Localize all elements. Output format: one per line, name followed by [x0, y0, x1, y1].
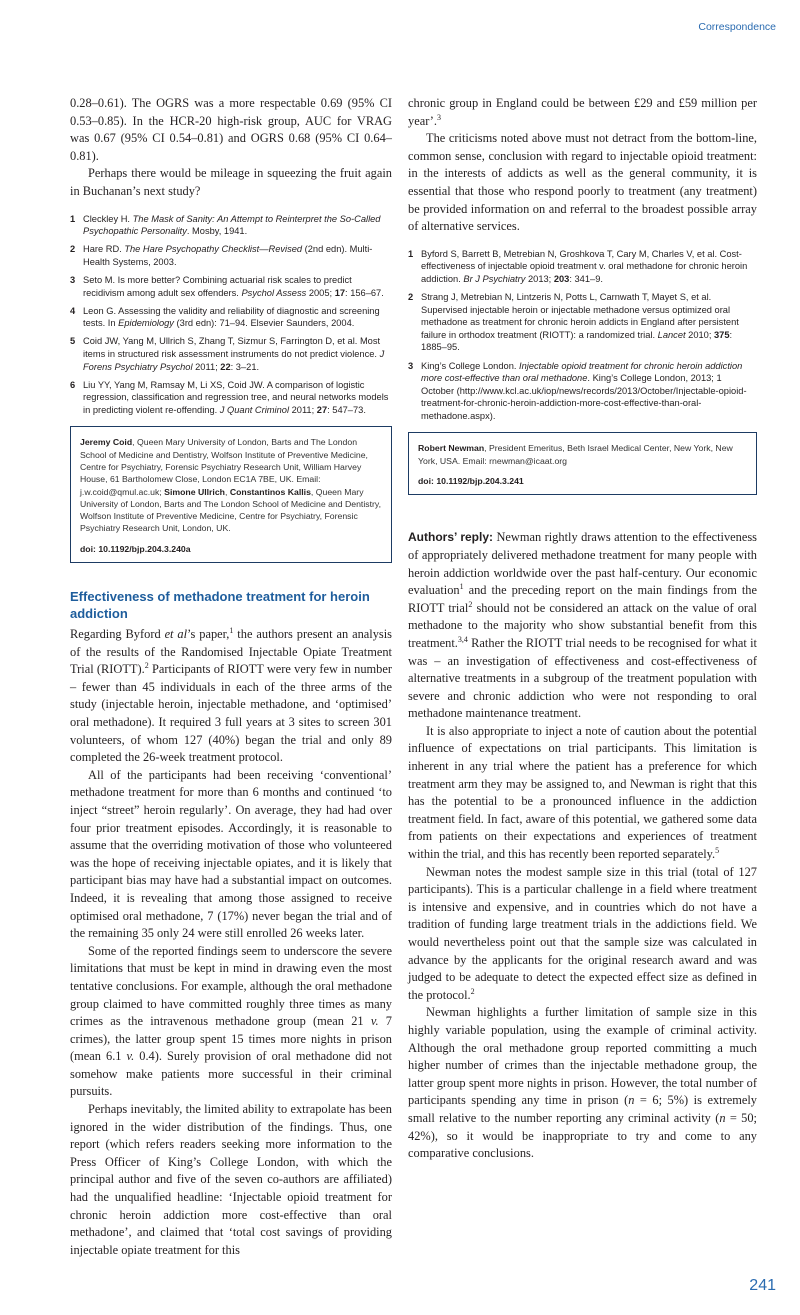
- italic-text: v.: [370, 1014, 379, 1029]
- reference-text: [421, 360, 757, 423]
- page-footer: [0, 1259, 800, 1315]
- text-run: Strang J, Metrebian N, Lintzeris N, Potts L, Carnwath T, Mayet S, et al. Supervised injectable heroin or injectable methadone versus optimized oral methadone as treatment for chronic heroin addicts in England after persistent failure in orthodox treatment (RIOTT): a randomized trial.: [421, 292, 739, 340]
- text-run: Coid JW, Yang M, Ullrich S, Zhang T, Sizmur S, Farrington D, et al. Most items in structured risk assessment instruments do not predict violence.: [83, 336, 381, 359]
- text-run: Hare RD.: [83, 244, 125, 255]
- italic-text: J Forens Psychiatry Psychol: [83, 348, 385, 372]
- text-run: , President Emeritus, Beth Israel Medical Center, New York, New York, USA. Email: rnewman@icaat.org: [418, 443, 733, 466]
- text-run: Rather the RIOTT trial needs to be recognised for what it was – an investigation of effectiveness and cost-effectiveness of alternative treatments in a subgroup of the treatment population with severe and chronic addiction who were not responding to oral methadone maintenance treatment.: [408, 635, 757, 721]
- text-run: 2011;: [192, 361, 221, 372]
- reference-item: [70, 274, 392, 299]
- bold-text: 17: [334, 287, 346, 298]
- text-run: Liu YY, Yang M, Ramsay M, Li XS, Coid JW. A comparison of logistic regression, classification and regression tree, and neural networks models in predicting violent re-offending.: [83, 379, 389, 415]
- italic-text: n: [628, 1093, 635, 1108]
- reference-item: [408, 291, 757, 354]
- reference-number: 1: [408, 248, 414, 259]
- paragraph: [408, 723, 757, 864]
- doi: doi: 10.1192/bjp.204.3.241: [418, 476, 524, 487]
- text-run: Newman notes the modest sample size in this trial (total of 127 participants). This is a particular challenge in a field where treatment is intensive and expensive, and in countries which do not have a tradition of funding large treatment trials in the addictions field. We would nevertheless point out that the sample size was calculated in advance by the applicants for the original research award and was judged to be adequate to detect the expected effect size as defined in the protocol.: [408, 864, 757, 1002]
- paragraph: [70, 165, 392, 200]
- citation-superscript: 3: [437, 112, 442, 122]
- reference-text: [421, 291, 757, 354]
- text-run: . Mosby, 1941.: [186, 226, 248, 237]
- left-top-text: [70, 95, 392, 201]
- doi: doi: 10.1192/bjp.204.3.240a: [80, 543, 191, 554]
- left-article-body: [70, 626, 392, 1259]
- italic-text: The Hare Psychopathy Checklist—Revised: [124, 244, 303, 255]
- text-run: Seto M. Is more better? Combining actuarial risk scales to predict recidivism among adult sex offenders.: [83, 274, 352, 298]
- citation-superscript: 2: [468, 599, 473, 609]
- text-run: Cleckley H.: [83, 213, 133, 224]
- reference-item: [70, 335, 392, 373]
- reference-number: 3: [70, 274, 76, 285]
- text-run: 2011;: [289, 404, 317, 415]
- paragraph: [408, 95, 757, 130]
- italic-text: Epidemiology: [118, 318, 174, 329]
- reference-text: [83, 335, 392, 373]
- text-run: the authors present an analysis of the results of the Randomised Injectable Opiate Treatment Trial (RIOTT).: [70, 627, 393, 677]
- text-run: 2010;: [685, 329, 715, 340]
- text-run: Regarding Byford: [70, 627, 165, 642]
- text-run: Newman rightly draws attention to the effectiveness of appropriately delivered methadone treatment for many people with heroin addiction worldwide over the past half-century. Our economic evaluation: [408, 530, 757, 598]
- reference-item: [408, 360, 757, 423]
- italic-text: Lancet: [657, 329, 686, 340]
- author-affiliation: [418, 442, 747, 467]
- reference-text: [83, 379, 392, 417]
- text-run: Perhaps inevitably, the limited ability to extrapolate has been ignored in the wider distribution of the findings. Thus, one report (which refers readers seeking more information to the Press Officer of King’s College London, with which the principal author and five of the seven co-authors are affiliated) had the unqualified headline: ‘Injectable opioid treatment for chronic heroin addiction more cost-effective than oral methadone’, and claimed that ‘total cost savings of providing injectable opiate treatment for this: [70, 1102, 392, 1257]
- bold-text: 27: [316, 404, 328, 415]
- bold-text: Robert Newman: [418, 443, 485, 454]
- text-run: Some of the reported findings seem to underscore the severe limitations that must be kept in mind in drawing even the most tentative conclusions. For example, although the oral methadone group claimed to have committed roughly three times as many crimes as the intravenous methadone group (mean 21: [70, 943, 392, 1029]
- reference-item: [70, 213, 392, 238]
- text-run: All of the participants had been receiving ‘conventional’ methadone treatment for more than 6 months and continued ‘to inject “street” heroin regularly’. On average, they had had over four prior treatment episodes. Accordingly, it is reasonable to assume that the overriding motivation of those who volunteered was the hope of receiving injectable opiates, and it is likely that participant bias may have had a substantial impact on outcomes. Indeed, it is revealing that among those assigned to receive optimised oral methadone, 7 (17%) never began the trial and of the remaining 35 only 24 were still enrolled 26 weeks later.: [70, 767, 392, 941]
- paragraph: [70, 626, 392, 767]
- article-heading: Effectiveness of methadone treatment for heroin addiction: [70, 589, 370, 621]
- text-run: = 50; 42%), so it would be inappropriate to try and come to any comparative conclusions.: [408, 1110, 757, 1161]
- reference-text: [83, 213, 392, 238]
- left-references: [70, 213, 392, 417]
- text-run: : 1885–95.: [421, 329, 733, 353]
- text-run: Participants of RIOTT were very few in number – fewer than 45 individuals in each of the three arms of the study (injectable heroin, injectable methadone, and ‘optimised’ oral methadone). It required 3 full years at 3 sites to screen 301 volunteers, of whom 127 (40%) began the trial and only 89 completed the 26-week treatment protocol.: [70, 662, 392, 765]
- text-run: ’s paper,: [187, 627, 230, 642]
- reference-number: 4: [70, 305, 76, 316]
- citation-superscript: 5: [715, 845, 720, 855]
- text-run: , Queen Mary University of London, Barts and The London School of Medicine and Dentistry, Wolfson Institute of Preventive Medicine, Centre for Psychiatry, Forensic Psychiatry Research Unit, London, UK.: [80, 486, 382, 534]
- text-run: , Queen Mary University of London, Barts and The London School of Medicine and Dentistry, Wolfson Institute of Preventive Medicine, Centre for Psychiatry, Forensic Psychiatry Research Unit, William Harvey House, 61 Bartholomew Close, London EC1A 7BE, UK. Email: j.w.coid@qmul.ac.uk;: [80, 437, 368, 497]
- paragraph: [408, 130, 757, 236]
- left-column: [70, 95, 392, 1259]
- authors-reply-body: [408, 529, 757, 1162]
- reference-text: [83, 243, 392, 268]
- italic-text: J Quant Criminol: [219, 404, 290, 415]
- text-run: . King’s College London, 2013; 1 October (http://www.kcl.ac.uk/iop/news/records/2013/October/Injectable-opioid-treatment-for-chronic-heroin-addiction-more-cost-effective-than-oral-methadone.aspx).: [421, 373, 747, 421]
- bold-text: Simone Ullrich: [164, 486, 225, 497]
- text-run: King’s College London.: [421, 360, 520, 371]
- text-run: 0.4). Surely provision of oral methadone did not somehow make patients more successful in their criminal pursuits.: [70, 1049, 392, 1099]
- paragraph: [70, 1101, 392, 1259]
- text-run: : 341–9.: [569, 273, 603, 284]
- text-run: (3rd edn): 71–94. Elsevier Saunders, 2004.: [173, 318, 355, 329]
- reference-item: [408, 248, 757, 286]
- right-references: [408, 248, 757, 423]
- reference-text: [83, 274, 392, 299]
- text-run: Newman highlights a further limitation of sample size in this highly variable population, using the example of criminal activity. Although the oral methadone group reported committing a much higher number of crimes than the injectable methadone group, the latter group spent more nights in prison. However, the total number of participants spending any time in prison (: [408, 1005, 757, 1108]
- paragraph: [70, 95, 392, 165]
- page-number: 241: [749, 1277, 776, 1295]
- bold-text: Jeremy Coid: [80, 437, 133, 448]
- paragraph: [408, 864, 757, 1005]
- reply-label: Authors’ reply:: [408, 530, 494, 545]
- citation-superscript: 1: [229, 625, 234, 635]
- text-run: : 3–21.: [230, 361, 260, 372]
- bold-text: 375: [714, 329, 730, 340]
- text-run: The criticisms noted above must not detract from the bottom-line, common sense, conclusion with regard to injectable opioid treatment: in the interests of addicts as well as the general community, it is essential that those who respond poorly to treatment (any treatment) be provided information on and referral to the broadest possible array of alternative services.: [408, 131, 757, 234]
- italic-text: Psychol Assess: [241, 287, 307, 298]
- citation-superscript: 2: [144, 661, 149, 671]
- citation-superscript: 2: [470, 986, 475, 996]
- italic-text: v.: [126, 1049, 135, 1064]
- reference-text: [421, 248, 757, 286]
- citation-superscript: 1: [459, 582, 464, 592]
- text-run: Perhaps there would be mileage in squeezing the fruit again in Buchanan’s next study?: [70, 166, 392, 198]
- text-run: It is also appropriate to inject a note of caution about the potential influence of expectations on trial participants. This limitation is inherent in any trial where the patient has a preference for which treatment arm they may be assigned to, and Newman is right that this has the potential to be a pronounced influence in the addiction treatment field. In fact, aware of this potential, we gathered some data from patients on their expectations and experiences of treatment within the trial, and this has recently been reported separately.: [408, 723, 757, 862]
- reference-number: 1: [70, 213, 76, 224]
- text-run: = 6; 5%) is extremely small relative to the number reporting any criminal activity (: [408, 1093, 757, 1125]
- right-top-text: [408, 95, 757, 236]
- italic-text: Br J Psychiatry: [463, 273, 526, 284]
- reference-number: 5: [70, 336, 76, 347]
- text-run: : 547–73.: [327, 404, 366, 415]
- reference-item: [70, 243, 392, 268]
- reference-item: [70, 305, 392, 330]
- text-run: 0.28–0.61). The OGRS was a more respectable 0.69 (95% CI 0.53–0.85). In the HCR-20 high-risk group, AUC for VRAG was 0.67 (95% CI 0.54–0.81) and OGRS 0.68 (95% CI 0.64–0.81).: [70, 96, 392, 163]
- italic-text: Injectable opioid treatment for chronic heroin addiction more cost-effective than oral methadone: [421, 360, 743, 384]
- text-run: ,: [224, 486, 230, 497]
- text-run: (2nd edn). Multi-Health Systems, 2003.: [83, 244, 373, 267]
- text-run: 2013;: [525, 273, 554, 284]
- section-header: Correspondence: [698, 21, 776, 33]
- paragraph: [70, 943, 392, 1101]
- reference-item: [70, 379, 392, 417]
- reference-number: 2: [408, 292, 414, 303]
- bold-text: Constantinos Kallis: [229, 486, 311, 497]
- bold-text: 203: [553, 273, 570, 284]
- text-run: 2005;: [306, 287, 335, 298]
- paragraph: [70, 767, 392, 943]
- text-run: : 156–67.: [345, 287, 384, 298]
- author-box-coid: [70, 426, 392, 563]
- author-affiliation: [80, 436, 382, 534]
- right-column: [408, 95, 757, 1163]
- reference-number: 3: [408, 360, 414, 371]
- italic-text: n: [719, 1110, 726, 1125]
- text-run: chronic group in England could be between £29 and £59 million per year’.: [408, 96, 757, 128]
- text-run: Leon G. Assessing the validity and reliability of diagnostic and screening tests. In: [83, 305, 380, 329]
- paragraph: [408, 1004, 757, 1162]
- reference-number: 6: [70, 379, 76, 390]
- text-run: should not be considered an attack on the value of oral methadone to the majority who show substantial benefit from this treatment.: [408, 600, 757, 650]
- text-run: and the preceding report on the main findings from the RIOTT trial: [408, 583, 757, 615]
- paragraph: [408, 529, 757, 723]
- text-run: Byford S, Barrett B, Metrebian N, Groshkova T, Cary M, Charles V, et al. Cost-effectiveness of injectable opioid treatment v. oral methadone for chronic heroin addiction.: [421, 248, 748, 284]
- italic-text: et al: [164, 627, 188, 642]
- text-run: 7 crimes), the latter group spent 15 times more nights in prison (mean 6.1: [70, 1014, 393, 1064]
- bold-text: 22: [220, 361, 231, 372]
- italic-text: The Mask of Sanity: An Attempt to Reinterpret the So-Called Psychopathic Personality: [83, 213, 381, 237]
- reference-text: [83, 305, 392, 330]
- reference-number: 2: [70, 244, 76, 255]
- author-box-newman: [408, 432, 757, 495]
- citation-superscript: 3,4: [457, 634, 468, 644]
